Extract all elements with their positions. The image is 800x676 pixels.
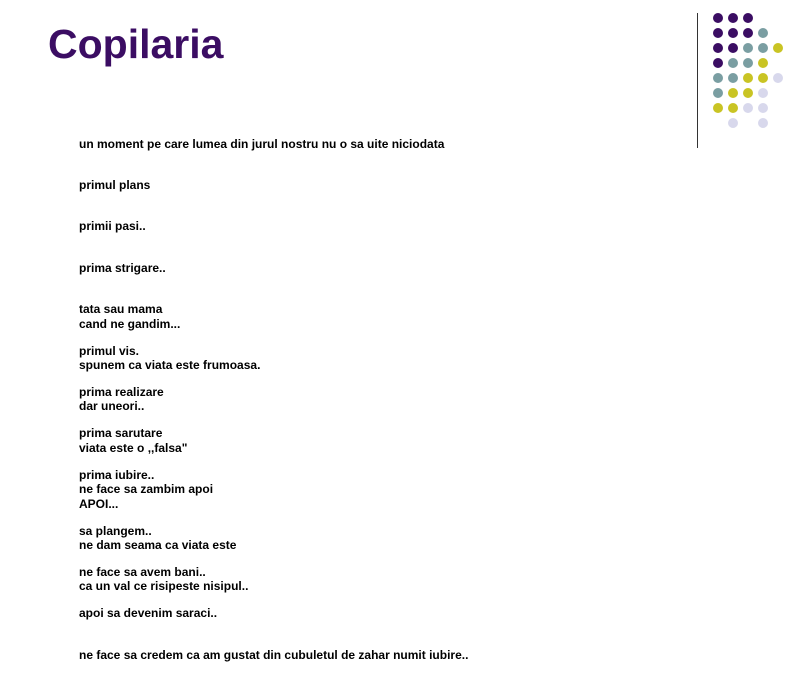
text-line: prima strigare.. bbox=[79, 260, 166, 275]
decor-dot-purple bbox=[728, 13, 738, 23]
decor-dot-teal bbox=[758, 43, 768, 53]
decor-dot-purple bbox=[728, 43, 738, 53]
decor-dot-purple bbox=[713, 43, 723, 53]
decor-dot-yellow bbox=[743, 73, 753, 83]
decor-dot-teal bbox=[713, 88, 723, 98]
text-line: ne face sa avem bani.. bbox=[79, 564, 206, 579]
decor-dot-teal bbox=[758, 28, 768, 38]
text-line: ne face sa credem ca am gustat din cubuletul de zahar numit iubire.. bbox=[79, 647, 469, 662]
decor-dot-purple bbox=[713, 28, 723, 38]
decor-dot-yellow bbox=[728, 88, 738, 98]
decor-dot-purple bbox=[728, 28, 738, 38]
text-line: apoi sa devenim saraci.. bbox=[79, 606, 218, 621]
text-line: tata sau mama bbox=[79, 302, 163, 317]
vertical-divider bbox=[697, 13, 698, 148]
decor-dot-purple bbox=[743, 28, 753, 38]
decor-dot-yellow bbox=[713, 103, 723, 113]
decor-dot-yellow bbox=[773, 43, 783, 53]
decor-dot-purple bbox=[713, 58, 723, 68]
text-line: APOI... bbox=[79, 496, 119, 511]
decor-dot-teal bbox=[728, 58, 738, 68]
decor-dot-purple bbox=[743, 13, 753, 23]
text-line: cand ne gandim... bbox=[79, 316, 181, 331]
text-line: dar uneori.. bbox=[79, 399, 145, 414]
text-line: spunem ca viata este frumoasa. bbox=[79, 357, 261, 372]
text-line: ne face sa zambim apoi bbox=[79, 482, 214, 497]
decor-dot-yellow bbox=[758, 73, 768, 83]
text-line: prima sarutare bbox=[79, 426, 163, 441]
text-line: prima iubire.. bbox=[79, 467, 155, 482]
decorative-dot-grid bbox=[710, 12, 790, 132]
text-line: primul vis. bbox=[79, 343, 140, 358]
decor-dot-lavender bbox=[758, 103, 768, 113]
text-line: un moment pe care lumea din jurul nostru nu o sa uite niciodata bbox=[79, 136, 445, 151]
decor-dot-yellow bbox=[758, 58, 768, 68]
decor-dot-lavender bbox=[758, 88, 768, 98]
decor-dot-lavender bbox=[773, 73, 783, 83]
text-line: viata este o ,,falsa" bbox=[79, 440, 188, 455]
decor-dot-teal bbox=[743, 43, 753, 53]
decor-dot-teal bbox=[743, 58, 753, 68]
text-line: primii pasi.. bbox=[79, 219, 146, 234]
decor-dot-purple bbox=[713, 13, 723, 23]
decor-dot-teal bbox=[728, 73, 738, 83]
slide-title: Copilaria bbox=[48, 21, 224, 67]
decor-dot-lavender bbox=[743, 103, 753, 113]
decor-dot-lavender bbox=[758, 118, 768, 128]
text-line: prima realizare bbox=[79, 384, 164, 399]
text-line: ca un val ce risipeste nisipul.. bbox=[79, 579, 249, 594]
text-line: sa plangem.. bbox=[79, 523, 152, 538]
decor-dot-teal bbox=[713, 73, 723, 83]
text-line: primul plans bbox=[79, 177, 151, 192]
text-line: ne dam seama ca viata este bbox=[79, 537, 237, 552]
text-block-conclusion bbox=[79, 470, 248, 608]
decor-dot-yellow bbox=[743, 88, 753, 98]
decor-dot-lavender bbox=[728, 118, 738, 128]
decor-dot-yellow bbox=[728, 103, 738, 113]
